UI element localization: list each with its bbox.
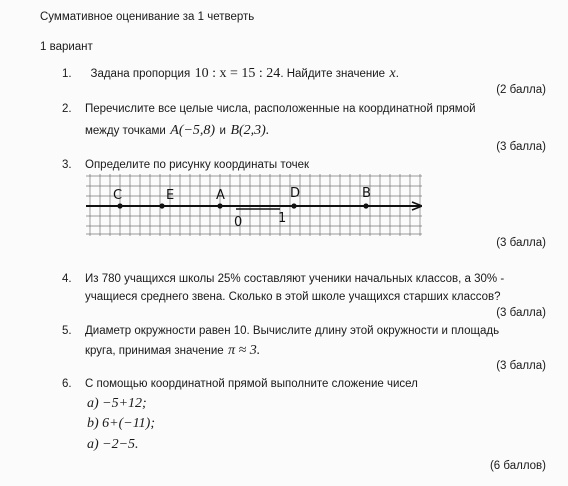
label-a: A: [216, 188, 225, 203]
label-c: C: [113, 188, 123, 203]
task-5-number: 5.: [62, 325, 72, 337]
task-1-text-before: Задана пропорция: [90, 68, 191, 80]
task-4-number: 4.: [62, 273, 72, 285]
point-c: [117, 203, 122, 208]
task-1-text-after: . Найдите значение: [280, 68, 386, 80]
task-3-text: Определите по рисунку координаты точек: [85, 159, 310, 171]
task-3-points: (3 балла): [496, 237, 546, 249]
point-e: [159, 203, 164, 208]
task-1-end: .: [395, 68, 399, 80]
task-2-line2: [85, 121, 269, 139]
task-1: [62, 64, 399, 82]
task-5-line2-text: круга, принимая значение: [85, 345, 224, 357]
point-b: [363, 203, 368, 208]
task-6-points: (6 баллов): [489, 460, 546, 472]
task-4-line1: Из 780 учащихся школы 25% составляют ученики начальных классов, а 30% -: [85, 273, 505, 285]
point-a: [217, 203, 222, 208]
task-6-item-b: b) 6+(−11);: [87, 416, 156, 431]
point-b-coord: B(2,3).: [230, 123, 270, 138]
point-d: [291, 203, 296, 208]
task-2-and: и: [219, 125, 226, 137]
task-6-item-c: a) −2−5.: [87, 437, 139, 452]
task-5-line2: [85, 341, 260, 359]
label-zero: 0: [234, 215, 243, 230]
task-1-points: (2 балла): [496, 84, 546, 96]
label-d: D: [290, 186, 301, 201]
task-2-line1: Перечислите все целые числа, расположенные на координатной прямой: [85, 103, 476, 115]
label-e: E: [166, 188, 175, 203]
task-3-number: 3.: [62, 159, 72, 171]
task-6-item-a: a) −5+12;: [87, 396, 147, 411]
variant-label: 1 вариант: [40, 41, 93, 53]
task-1-number: 1.: [62, 68, 72, 80]
task-4-points: (3 балла): [496, 307, 546, 319]
label-b: B: [362, 186, 371, 201]
label-one: 1: [278, 211, 287, 226]
task-2-points: (3 балла): [496, 141, 546, 153]
page-title: Суммативное оценивание за 1 четверть: [40, 11, 255, 23]
task-4-line2: учащиеся среднего звена. Сколько в этой школе учащихся старших классов?: [85, 291, 501, 303]
task-5-points: (3 балла): [496, 360, 546, 372]
task-5-line1: Диаметр окружности равен 10. Вычислите длину этой окружности и площадь: [85, 325, 500, 337]
number-line-figure: [86, 172, 422, 238]
task-1-formula: 10 : x = 15 : 24: [194, 66, 281, 81]
task-1-variable: x: [389, 66, 396, 81]
point-a-coord: A(−5,8): [170, 123, 216, 138]
task-2-line2-text: между точками: [85, 125, 166, 137]
task-5-formula: π ≈ 3.: [228, 343, 261, 358]
task-6-number: 6.: [62, 378, 72, 390]
task-6-text: С помощью координатной прямой выполните сложение чисел: [85, 378, 418, 390]
task-2-number: 2.: [62, 103, 72, 115]
